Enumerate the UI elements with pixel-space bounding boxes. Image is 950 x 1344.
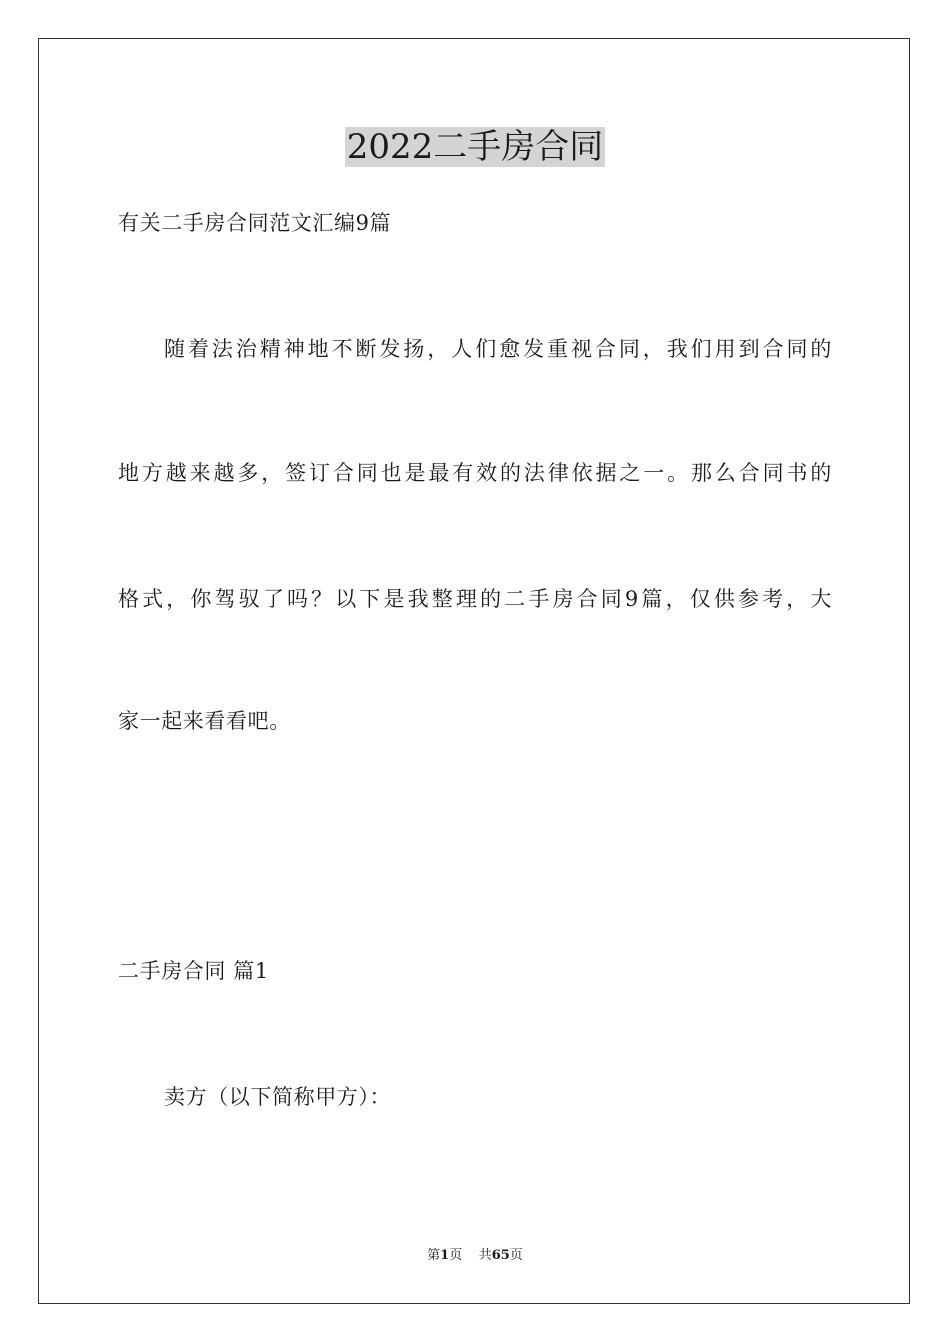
intro-line-3: 格式，你驾驭了吗？以下是我整理的二手房合同9篇，仅供参考，大 (118, 587, 832, 611)
document-title (0, 122, 950, 172)
section-heading: 二手房合同 篇1 (118, 959, 269, 983)
footer-page-prefix: 第 (427, 1248, 441, 1263)
footer-total-suffix: 页 (509, 1248, 523, 1263)
footer-page-suffix: 页 (449, 1248, 463, 1263)
document-subtitle: 有关二手房合同范文汇编9篇 (118, 211, 392, 235)
intro-line-4: 家一起来看看吧。 (118, 709, 291, 733)
document-title-text: 2022二手房合同 (346, 127, 604, 167)
footer-page-total: 65 (491, 1248, 510, 1263)
page-footer (0, 1247, 950, 1265)
intro-line-2: 地方越来越多，签订合同也是最有效的法律依据之一。那么合同书的 (118, 461, 832, 485)
intro-line-1: 随着法治精神地不断发扬，人们愈发重视合同，我们用到合同的 (164, 337, 832, 361)
seller-line: 卖方（以下简称甲方）： (164, 1085, 392, 1109)
footer-page-current: 1 (440, 1248, 450, 1263)
footer-total-prefix: 共 (478, 1248, 492, 1263)
